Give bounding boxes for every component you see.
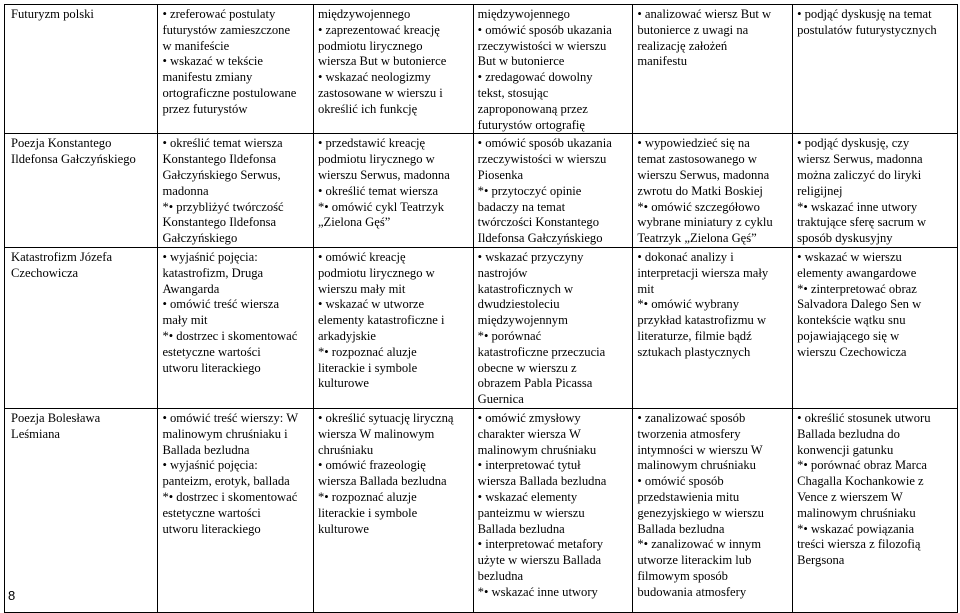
topic-line: Poezja Konstantego [11,136,112,151]
requirement-line: przedstawienia mitu [637,489,740,504]
requirement-line: *• wskazać inne utwory [797,199,918,214]
topic-line: Poezja Bolesława [11,410,101,425]
requirement-line: utworu literackiego [162,521,261,536]
requirement-line: w manifeście [162,38,230,53]
requirement-line: • zreferować postulaty [162,7,276,21]
requirement-line: estetyczne wartości [162,505,261,520]
requirement-line: wierszu Serwus, madonna [317,167,450,182]
requirement-line: katastrofizm, Druga [162,265,264,280]
requirement-line: • podjąć dyskusję na temat [797,7,932,21]
requirement-line: Ballada bezludna [477,521,565,536]
requirement-line: • przedstawić kreację [317,136,426,151]
topic-cell [5,134,158,248]
requirement-line: mit [637,281,655,296]
requirement-line: *• zanalizować w innym [637,537,762,552]
requirement-cell [473,247,633,408]
requirement-line: • zredagować dowolny [477,70,593,85]
requirement-cell [793,408,958,612]
requirement-line: religijnej [797,183,843,198]
requirement-line: dwudziestoleciu [477,297,560,312]
requirement-line: • zaprezentować kreację [317,22,440,37]
requirement-line: kulturowe [317,376,370,391]
requirement-line: podmiotu lirycznego w [317,152,435,167]
requirement-line: butonierce z uwagi na [637,22,749,37]
topic-line: Futuryzm polski [11,7,94,21]
requirement-line: podmiotu lirycznego [317,38,423,53]
topic-line: Leśmiana [11,426,60,441]
requirement-line: • omówić frazeologię [317,458,426,473]
requirement-line: futurystów ortografię [477,117,586,132]
requirement-line: *• dostrzec i skomentować [162,489,298,504]
requirement-line: obrazem Pabla Picassa [477,376,593,391]
curriculum-table [4,4,958,613]
requirement-line: sposób dyskusyjny [797,231,893,246]
requirement-cell [473,408,633,612]
requirement-line: zastosowane w wierszu i [317,85,443,100]
requirement-line: futurystów zamieszczone [162,22,291,37]
requirement-cell [793,5,958,134]
requirement-line: utworu literackiego [162,360,261,375]
requirement-line: treści wiersza z filozofią [797,537,921,552]
requirement-line: *• omówić wybrany [637,297,740,312]
topic-line: Ildefonsa Gałczyńskiego [11,152,136,167]
requirement-line: • określić temat wiersza [317,183,439,198]
requirement-line: Ballada bezludna [637,521,725,536]
requirement-line: użyte w wierszu Ballada [477,553,602,568]
requirement-line: mały mit [162,313,208,328]
requirement-line: Vence z wierszem W [797,489,903,504]
topic-line: Czechowicza [11,265,79,280]
requirement-line: można zaliczyć do liryki [797,167,922,182]
requirement-line: • wskazać w tekście [162,54,264,69]
requirement-line: *• przytoczyć opinie [477,183,582,198]
requirement-line: • podjąć dyskusję, czy [797,136,910,151]
requirement-line: traktujące sferę sacrum w [797,215,927,230]
requirement-line: bezludna [477,568,524,583]
requirement-line: literackie i symbole [317,360,418,375]
requirement-line: panteizmu w wierszu [477,505,585,520]
requirement-line: „Zielona Gęś” [317,215,391,230]
requirement-line: katastroficzne przeczucia [477,344,606,359]
requirement-line: podmiotu lirycznego w [317,265,435,280]
requirement-line: • wyjaśnić pojęcia: [162,249,258,264]
requirement-line: • omówić treść wiersza [162,297,280,312]
requirement-line: • określić sytuację liryczną [317,410,454,425]
requirement-line: • zanalizować sposób [637,410,746,425]
requirement-line: genezyjskiego w wierszu [637,505,764,520]
requirement-line: • wskazać przyczyny [477,249,584,264]
requirement-line: *• dostrzec i skomentować [162,328,298,343]
requirement-line: Ballada bezludna [162,442,250,457]
requirement-line: ortograficzne postulowane [162,85,297,100]
requirement-line: manifestu zmiany [162,70,253,85]
requirement-line: • analizować wiersz But w [637,7,772,21]
requirement-line: pojawiającego się w [797,328,900,343]
requirement-line: malinowym chruśniaku [797,505,916,520]
requirement-line: • określić stosunek utworu [797,410,931,425]
requirement-line: określić ich funkcję [317,101,418,116]
requirement-cell [793,134,958,248]
requirement-line: wiersza Ballada bezludna [317,474,447,489]
requirement-line: chruśniaku [317,442,374,457]
requirement-line: *• wskazać powiązania [797,521,915,536]
requirement-line: wiersza But w butonierce [317,54,447,69]
requirement-line: But w butonierce [477,54,565,69]
requirement-line: Gałczyńskiego [162,231,238,246]
requirement-cell [313,408,473,612]
requirement-line: malinowym chruśniaku [477,442,597,457]
requirement-cell [473,134,633,248]
requirement-line: intymności w wierszu W [637,442,763,457]
requirement-line: Gałczyńskiego Serwus, [162,167,281,182]
requirement-line: elementy awangardowe [797,265,917,280]
requirement-line: Bergsona [797,553,845,568]
requirement-line: przez futurystów [162,101,248,116]
requirement-line: • omówić kreację [317,249,406,264]
requirement-line: katastroficznych w [477,281,574,296]
requirement-line: Konstantego Ildefonsa [162,215,277,230]
requirement-line: postulatów futurystycznych [797,22,937,37]
requirement-line: malinowym chruśniaku [637,458,756,473]
requirement-line: wierszu mały mit [317,281,406,296]
requirement-line: Guernica [477,392,524,407]
requirement-line: *• przybliżyć twórczość [162,199,284,214]
requirement-line: • omówić zmysłowy [477,410,581,425]
requirement-line: *• zinterpretować obraz [797,281,917,296]
requirement-cell [313,5,473,134]
requirement-line: filmowym sposób [637,568,728,583]
requirement-line: *• wskazać inne utwory [477,584,598,599]
table-row [5,408,958,612]
requirement-line: • określić temat wiersza [162,136,283,151]
requirement-line: kontekście wątku snu [797,313,906,328]
requirement-line: arkadyjskie [317,328,377,343]
requirement-line: • interpretować tytuł [477,458,581,473]
requirement-line: kulturowe [317,521,370,536]
requirement-line: Salvadora Dalego Sen w [797,297,922,312]
requirement-line: • wskazać w utworze [317,297,425,312]
requirement-line: elementy katastroficzne i [317,313,445,328]
requirement-line: badaczy na temat [477,199,566,214]
requirement-line: estetyczne wartości [162,344,261,359]
requirement-line: wierszu Czechowicza [797,344,907,359]
requirement-line: Chagalla Kochankowie z [797,474,924,489]
requirement-line: budowania atmosfery [637,584,747,599]
requirement-line: literackie i symbole [317,505,418,520]
requirement-line: *• rozpoznać aluzje [317,489,417,504]
requirement-line: Awangarda [162,281,220,296]
requirement-line: *• omówić cykl Teatrzyk [317,199,445,214]
requirement-line: charakter wiersza W [477,426,581,441]
requirement-line: *• rozpoznać aluzje [317,344,417,359]
requirement-line: nastrojów [477,265,528,280]
requirement-cell [793,247,958,408]
requirement-line: obecne w wierszu z [477,360,577,375]
requirement-line: • wypowiedzieć się na [637,136,750,151]
requirement-line: międzywojennym [477,313,568,328]
requirement-line: konwencji gatunku [797,442,894,457]
topic-cell [5,247,158,408]
topic-cell [5,408,158,612]
requirement-line: literaturze, filmie bądź [637,328,752,343]
requirement-line: przykład katastrofizmu w [637,313,767,328]
requirement-line: • omówić treść wierszy: W [162,410,299,425]
requirement-line: • wyjaśnić pojęcia: [162,458,258,473]
requirement-line: tworzenia atmosfery [637,426,741,441]
requirement-line: Ballada bezludna do [797,426,900,441]
requirement-line: madonna [162,183,209,198]
requirement-line: malinowym chruśniaku i [162,426,288,441]
requirement-line: Konstantego Ildefonsa [162,152,277,167]
requirement-line: twórczości Konstantego [477,215,600,230]
requirement-line: międzywojennego [477,7,570,21]
table-row [5,5,958,134]
requirement-line: wiersza Ballada bezludna [477,474,607,489]
requirement-cell [473,5,633,134]
requirement-line: tekst, stosując [477,85,549,100]
requirement-line: wierszu Serwus, madonna [637,167,770,182]
table-row [5,134,958,248]
requirement-line: *• omówić szczegółowo [637,199,760,214]
requirement-cell [633,408,793,612]
requirement-line: realizację założeń [637,38,728,53]
requirement-cell [633,134,793,248]
topic-line: Katastrofizm Józefa [11,249,113,264]
requirement-line: sztukach plastycznych [637,344,751,359]
topic-cell [5,5,158,134]
requirement-line: wiersza W malinowym [317,426,435,441]
requirement-cell [633,5,793,134]
requirement-cell [313,247,473,408]
requirement-line: zwrotu do Matki Boskiej [637,183,763,198]
requirement-cell [313,134,473,248]
requirement-line: interpretacji wiersza mały [637,265,769,280]
requirement-line: *• porównać obraz Marca [797,458,927,473]
requirement-cell [633,247,793,408]
table-row [5,247,958,408]
requirement-line: zaproponowaną przez [477,101,588,116]
requirement-line: temat zastosowanego w [637,152,757,167]
requirement-cell [158,134,314,248]
requirement-line: • dokonać analizy i [637,249,734,264]
requirement-line: rzeczywistości w wierszu [477,38,607,53]
requirement-line: manifestu [637,54,688,69]
requirement-line: • omówić sposób ukazania [477,22,612,37]
requirement-line: • wskazać neologizmy [317,70,431,85]
requirement-cell [158,247,314,408]
requirement-line: • omówić sposób [637,474,724,489]
requirement-line: rzeczywistości w wierszu [477,152,607,167]
requirement-line: Piosenka [477,167,524,182]
requirement-line: • wskazać w wierszu [797,249,902,264]
requirement-line: utworze literackim lub [637,553,752,568]
requirement-cell [158,408,314,612]
requirement-line: międzywojennego [317,7,411,21]
requirement-line: • interpretować metafory [477,537,604,552]
requirement-line: • omówić sposób ukazania [477,136,612,151]
requirement-cell [158,5,314,134]
requirement-line: panteizm, erotyk, ballada [162,474,290,489]
requirement-line: wiersz Serwus, madonna [797,152,923,167]
requirement-line: wybrane miniatury z cyklu [637,215,773,230]
page-number: 8 [8,588,16,603]
requirement-line: *• porównać [477,328,542,343]
requirement-line: • wskazać elementy [477,489,578,504]
requirement-line: Teatrzyk „Zielona Gęś” [637,231,757,246]
requirement-line: Ildefonsa Gałczyńskiego [477,231,603,246]
